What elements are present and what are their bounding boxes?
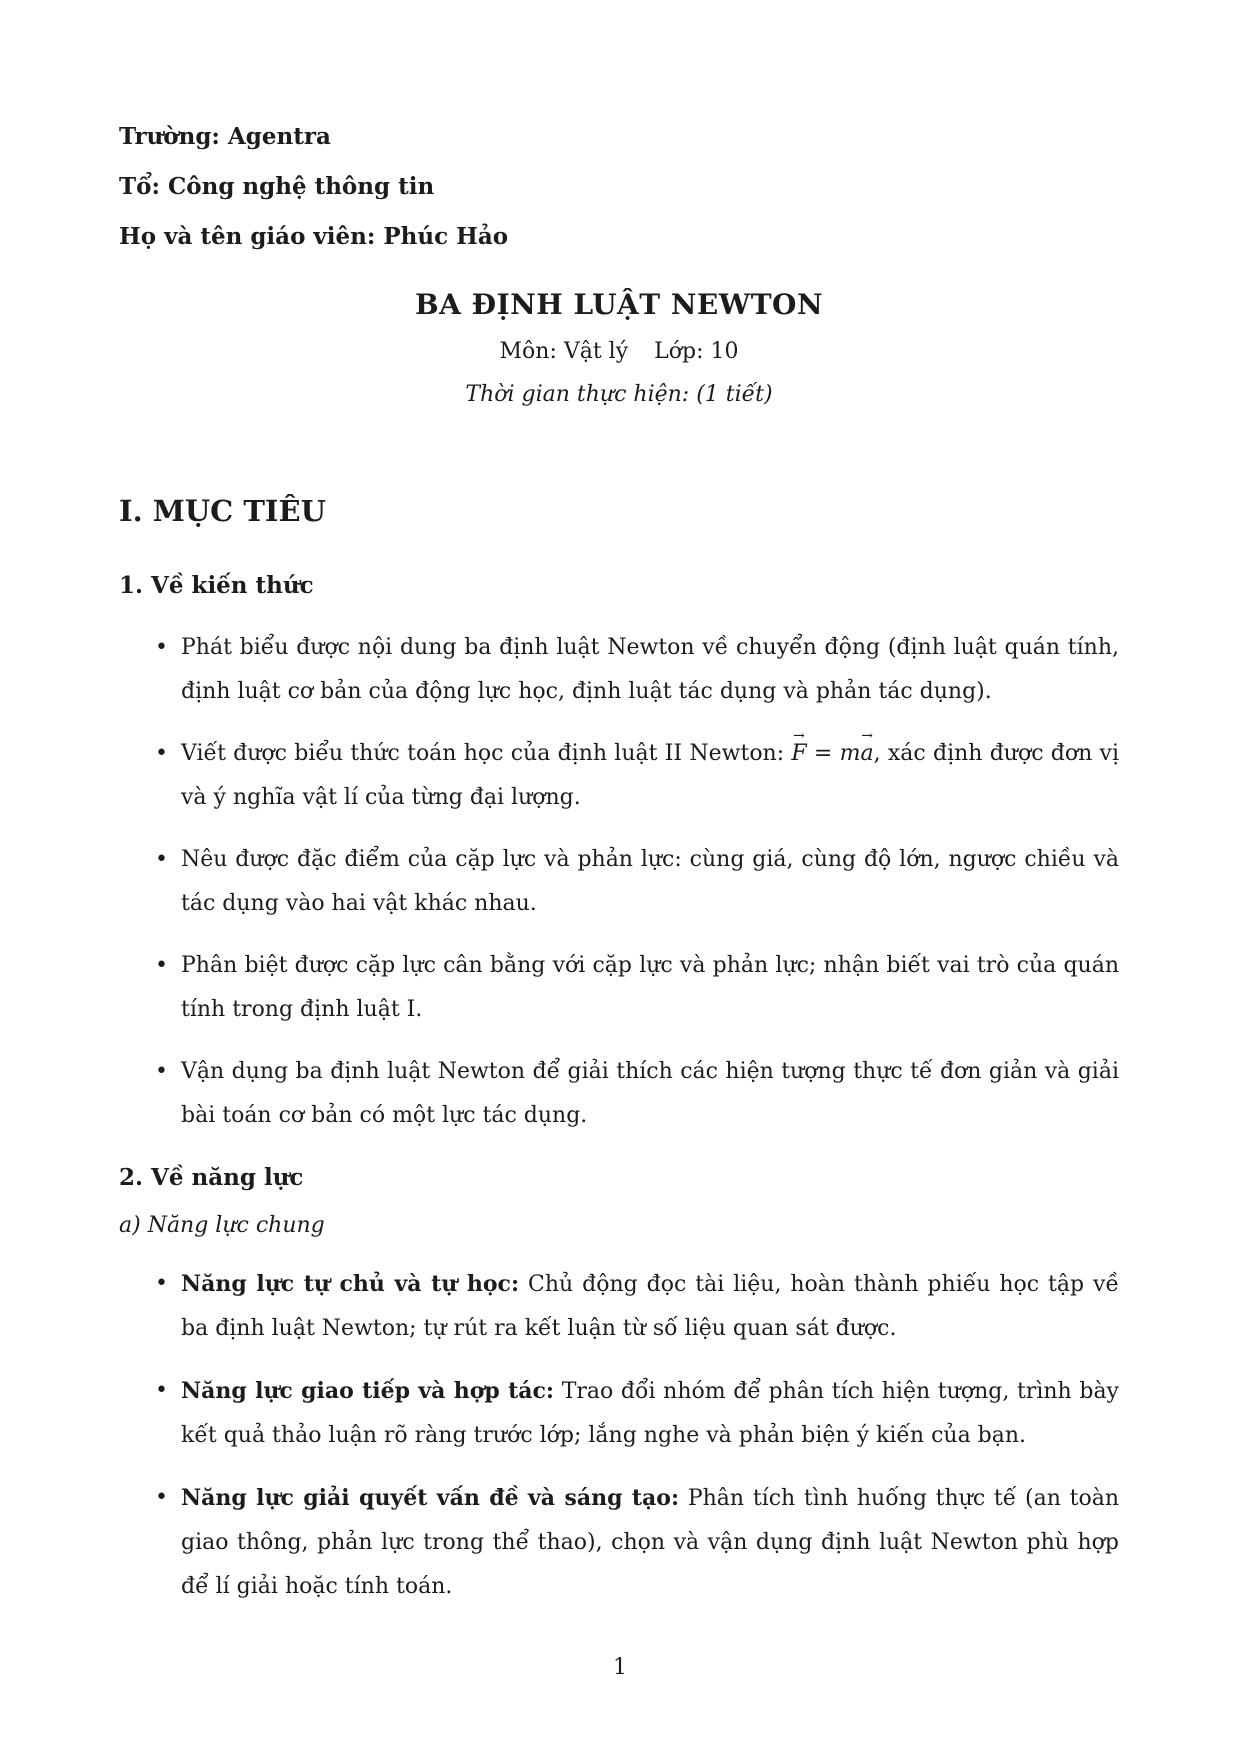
subject: Môn: Vật lý bbox=[499, 339, 629, 364]
list-item: • Vận dụng ba định luật Newton để giải thích các hiện tượng thực tế đơn giản và giải bài toán cơ bản có một lực tác dụng. bbox=[181, 1050, 1119, 1138]
list-item: • Nêu được đặc điểm của cặp lực và phản lực: cùng giá, cùng độ lớn, ngược chiều và tác dụng vào hai vật khác nhau. bbox=[181, 838, 1119, 926]
list-item: • Viết được biểu thức toán học của định luật II Newton: → F = m→ a, xác định được đơn vị và ý nghĩa vật lí của từng đại lượng. bbox=[181, 732, 1119, 820]
list-item: • Năng lực giải quyết vấn đề và sáng tạo: Phân tích tình huống thực tế (an toàn giao thông, phản lực trong thể thao), chọn và vận dụng định luật Newton phù hợp để lí giải hoặc tính toán. bbox=[181, 1476, 1119, 1609]
document-title: BA ĐỊNH LUẬT NEWTON bbox=[414, 288, 824, 321]
subsection-heading-competence: 2. Về năng lực bbox=[119, 1164, 304, 1191]
general-competence-heading: a) Năng lực chung bbox=[119, 1213, 325, 1238]
competence-lead: Năng lực tự chủ và tự học: bbox=[181, 1271, 520, 1297]
department-line: Tổ: Công nghệ thông tin bbox=[119, 173, 435, 200]
competence-list bbox=[119, 1262, 1119, 1609]
formula-acceleration: → a bbox=[861, 732, 874, 776]
subject-line bbox=[119, 330, 1119, 374]
knowledge-list bbox=[119, 626, 1119, 1138]
page-number: 1 bbox=[613, 1655, 627, 1680]
grade: Lớp: 10 bbox=[654, 339, 739, 364]
subsection-heading-knowledge: 1. Về kiến thức bbox=[119, 572, 314, 599]
list-item: • Năng lực giao tiếp và hợp tác: Trao đổi nhóm để phân tích hiện tượng, trình bày kết quả thảo luận rõ ràng trước lớp; lắng nghe và phản biện ý kiến của bạn. bbox=[181, 1369, 1119, 1458]
list-item: • Phân biệt được cặp lực cân bằng với cặp lực và phản lực; nhận biết vai trò của quán tính trong định luật I. bbox=[181, 944, 1119, 1032]
section-heading-objectives: I. MỤC TIÊU bbox=[119, 494, 326, 528]
competence-lead: Năng lực giao tiếp và hợp tác: bbox=[181, 1378, 555, 1404]
formula-force: → F bbox=[791, 732, 806, 776]
list-item: • Năng lực tự chủ và tự học: Chủ động đọc tài liệu, hoàn thành phiếu học tập về ba định luật Newton; tự rút ra kết luận từ số liệu quan sát được. bbox=[181, 1262, 1119, 1351]
duration: Thời gian thực hiện: (1 tiết) bbox=[465, 382, 773, 407]
formula-equals-mass: = m bbox=[806, 741, 861, 766]
school-line: Trường: Agentra bbox=[119, 123, 331, 150]
list-item: • Phát biểu được nội dung ba định luật Newton về chuyển động (định luật quán tính, định luật cơ bản của động lực học, định luật tác dụng và phản tác dụng). bbox=[181, 626, 1119, 714]
competence-lead: Năng lực giải quyết vấn đề và sáng tạo: bbox=[181, 1485, 680, 1511]
title-block bbox=[119, 280, 1119, 416]
teacher-line: Họ và tên giáo viên: Phúc Hảo bbox=[119, 223, 509, 250]
